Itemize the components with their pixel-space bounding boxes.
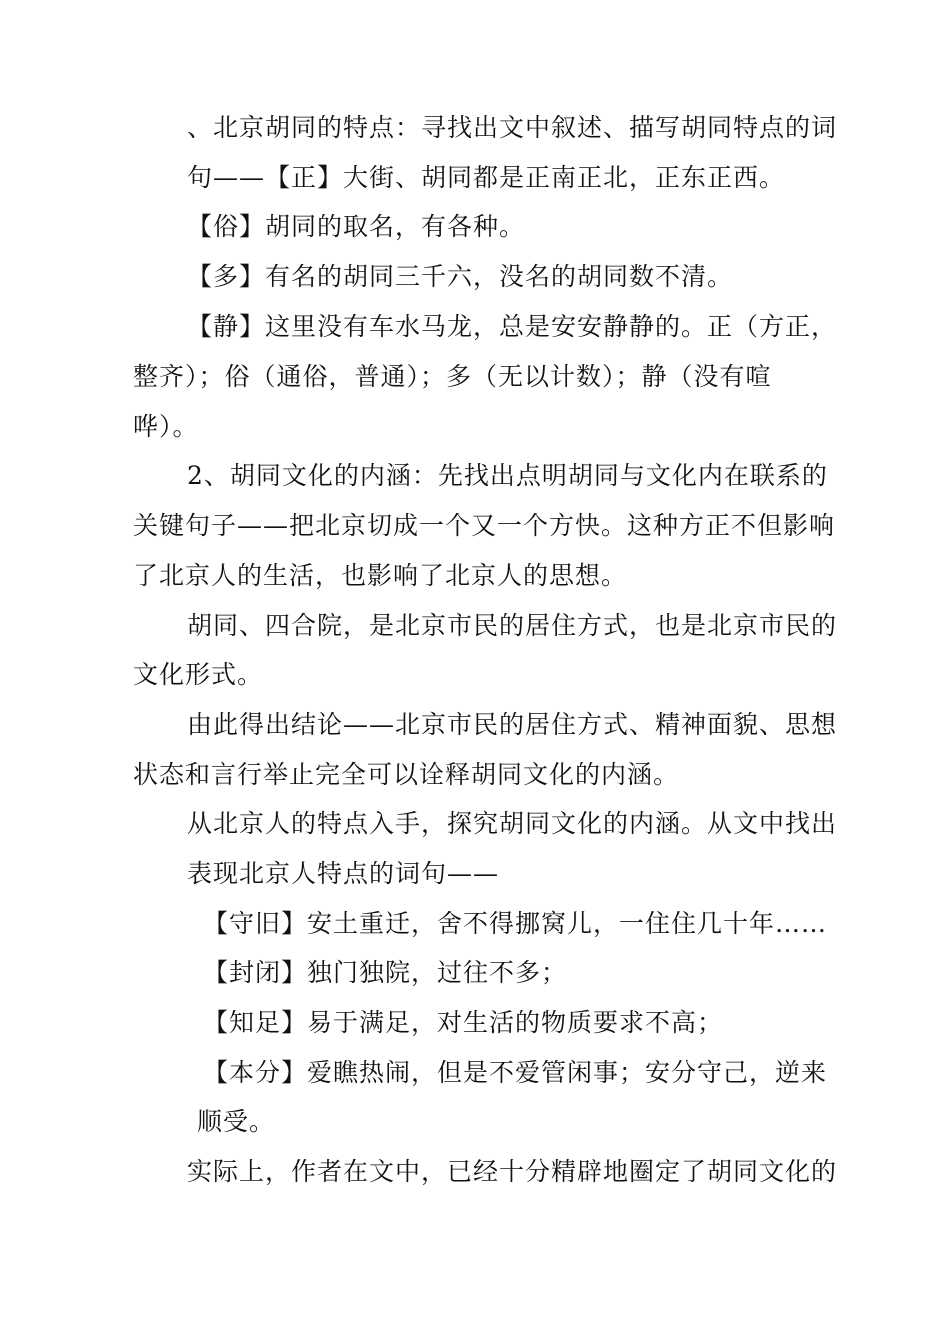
text-line-10: 了北京人的生活，也影响了北京人的思想。: [133, 561, 628, 590]
text-line-17: 【守旧】安土重迁，舍不得挪窝儿，一住住几十年……: [203, 909, 828, 938]
text-line-3: 【俗】胡同的取名，有各种。: [187, 212, 526, 241]
text-line-15: 从北京人的特点入手，探究胡同文化的内涵。从文中找出: [187, 809, 838, 838]
text-line-7: 哗）。: [133, 412, 199, 441]
text-line-8: 2、胡同文化的内涵：先找出点明胡同与文化内在联系的: [187, 461, 828, 490]
text-line-6: 整齐）；俗（通俗，普通）；多（无以计数）；静（没有喧: [133, 362, 772, 391]
text-line-2: 句——【正】大街、胡同都是正南正北，正东正西。: [187, 163, 786, 192]
text-line-20: 【本分】爱瞧热闹，但是不爱管闲事；安分守己，逆来: [203, 1058, 828, 1087]
text-line-11: 胡同、四合院，是北京市民的居住方式，也是北京市民的: [187, 611, 838, 640]
text-line-22: 实际上，作者在文中，已经十分精辟地圈定了胡同文化的: [187, 1157, 838, 1186]
text-line-12: 文化形式。: [133, 660, 264, 689]
text-line-9: 关键句子——把北京切成一个又一个方快。这种方正不但影响: [133, 511, 836, 540]
text-line-21: 顺受。: [197, 1107, 276, 1136]
text-line-13: 由此得出结论——北京市民的居住方式、精神面貌、思想: [187, 710, 838, 739]
text-line-14: 状态和言行举止完全可以诠释胡同文化的内涵。: [133, 760, 680, 789]
text-line-1: 、北京胡同的特点：寻找出文中叙述、描写胡同特点的词: [187, 113, 838, 142]
text-line-16: 表现北京人特点的词句——: [187, 859, 500, 888]
text-line-18: 【封闭】独门独院，过往不多；: [203, 958, 568, 987]
text-line-19: 【知足】易于满足，对生活的物质要求不高；: [203, 1008, 724, 1037]
text-line-4: 【多】有名的胡同三千六，没名的胡同数不清。: [187, 262, 734, 291]
text-line-5: 【静】这里没有车水马龙，总是安安静静的。正（方正，: [187, 312, 838, 341]
